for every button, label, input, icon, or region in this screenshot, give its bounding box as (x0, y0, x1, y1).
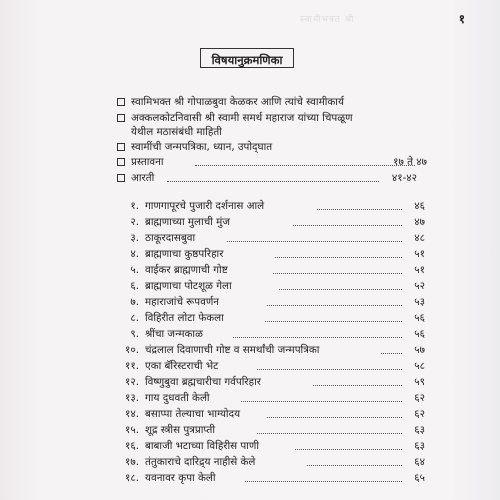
chapter-page: ६३ (414, 440, 425, 452)
chapter-number: १७. (125, 456, 139, 468)
bleed-through-text: स्वामीभक्त श्री (300, 15, 355, 25)
chapter-title: वाईकर ब्राह्मणाची गोष्ट (145, 264, 228, 276)
checkbox-icon (117, 98, 125, 106)
chapter-page: ५९ (414, 376, 425, 388)
chapter-number: ७. (130, 296, 139, 308)
chapter-page: ५७ (414, 344, 425, 356)
chapter-title: ब्राह्मणाचा पोटशूळ गेला (145, 280, 232, 292)
chapter-number: १८. (125, 472, 139, 484)
dot-leader (227, 240, 402, 242)
chapter-title: महाराजांचे रूपवर्णन (145, 296, 220, 308)
chapter-title: गाणगापूरचे पुजारी दर्शनास आले (145, 200, 265, 212)
dot-leader (313, 384, 402, 386)
checkbox-icon (117, 143, 125, 151)
chapter-number: ५. (130, 264, 139, 276)
checkbox-icon (117, 114, 125, 122)
dot-leader (267, 304, 402, 306)
chapter-title: यवनावर कृपा केली (145, 472, 216, 484)
dot-leader (293, 224, 402, 226)
chapter-number: ४. (130, 248, 139, 260)
chapter-page: ६४ (414, 456, 425, 468)
intro-item-text: स्वामींची जन्मपत्रिका, ध्यान, उपोद्‌घात (131, 141, 273, 153)
chapter-title: चंद्रलाल दिवाणाची गोष्ट व समर्थांची जन्मपत्रिका (145, 344, 320, 356)
dot-leader (317, 208, 402, 210)
chapter-page: ५२ (414, 280, 425, 292)
chapter-page: ५६ (414, 312, 425, 324)
chapter-number: १५. (125, 424, 139, 436)
chapter-page: ४७ (414, 216, 425, 228)
dot-leader (381, 352, 402, 354)
chapter-title: बाबाजी भटाच्या विहिरीस पाणी (145, 440, 260, 452)
chapter-number: १४. (125, 408, 139, 420)
chapter-page: ६५ (414, 472, 425, 484)
page-number: १ (458, 12, 465, 26)
checkbox-icon (117, 158, 125, 166)
toc-title-box (200, 48, 294, 68)
dot-leader (295, 448, 402, 450)
chapter-number: ६. (130, 280, 139, 292)
chapter-number: २. (130, 216, 139, 228)
intro-item-text: प्रस्तावना (131, 156, 164, 168)
intro-item-page: १७ ते ४७ (393, 156, 427, 168)
chapter-number: ३. (130, 232, 139, 244)
dot-leader (257, 432, 402, 434)
chapter-title: शूद्र स्त्रीस पुत्रप्राप्ती (145, 424, 216, 436)
dot-leader (267, 416, 402, 418)
chapter-title: बसाप्पा तेल्याचा भाग्योदय (145, 408, 241, 420)
chapter-page: ५१ (414, 264, 425, 276)
intro-item-text: आरती (131, 172, 155, 184)
chapter-title: गाय दुधवती केली (145, 392, 210, 404)
intro-item-page: ४१-४२ (391, 172, 417, 184)
dot-leader (257, 368, 402, 370)
chapter-title: ठाकूरदासबुवा (145, 232, 196, 244)
dot-leader (279, 288, 402, 290)
chapter-number: १२. (125, 376, 139, 388)
checkbox-icon (117, 174, 125, 182)
dot-leader (233, 336, 402, 338)
chapter-title: श्रींचा जन्मकाळ (145, 328, 203, 340)
chapter-title: तंतुकाराचे दारिद्र्य नाहीसे केले (145, 456, 256, 468)
chapter-number: ८. (130, 312, 139, 324)
dot-leader (307, 464, 402, 466)
dot-leader (275, 256, 402, 258)
chapter-number: १३. (125, 392, 139, 404)
dot-leader (245, 480, 402, 482)
chapter-number: ९. (130, 328, 139, 340)
dot-leader (273, 272, 402, 274)
page-title: विषयानुक्रमणिका (211, 53, 283, 67)
dot-leader (265, 320, 402, 322)
chapter-title: ब्राह्मणाचा कुष्ठपरिहार (145, 248, 224, 260)
chapter-title: ब्राह्मणाच्या मुलाची मुंज (145, 216, 230, 228)
intro-item-text: स्वामिभक्त श्री गोपाळबुवा केळकर आणि त्यांचे स्वामीकार्य (131, 96, 344, 108)
dot-leader (241, 400, 402, 402)
chapter-title: विष्णुबुवा ब्रह्मचारीचा गर्वपरिहार (145, 376, 261, 388)
chapter-page: ६३ (414, 424, 425, 436)
chapter-number: ११. (125, 360, 139, 372)
intro-item-text: अक्कलकोटनिवासी श्री स्वामी समर्थ महाराज यांच्या चिपळूण (131, 112, 353, 124)
chapter-title: विहिरीत लोटा फेकला (145, 312, 224, 324)
intro-item-text: येथील मठासंबंधी माहिती (131, 126, 222, 138)
chapter-page: ४६ (414, 200, 425, 212)
chapter-page: ५८ (414, 360, 425, 372)
chapter-title: एका बॅरिस्टराची भेट (145, 360, 219, 372)
chapter-page: ६२ (414, 408, 425, 420)
chapter-page: ५६ (414, 328, 425, 340)
chapter-number: १०. (125, 344, 139, 356)
chapter-page: ५१ (414, 248, 425, 260)
chapter-number: १६. (125, 440, 139, 452)
chapter-number: १. (130, 200, 139, 212)
chapter-page: ५३ (414, 296, 425, 308)
chapter-page: ४८ (414, 232, 425, 244)
chapter-page: ६२ (414, 392, 425, 404)
